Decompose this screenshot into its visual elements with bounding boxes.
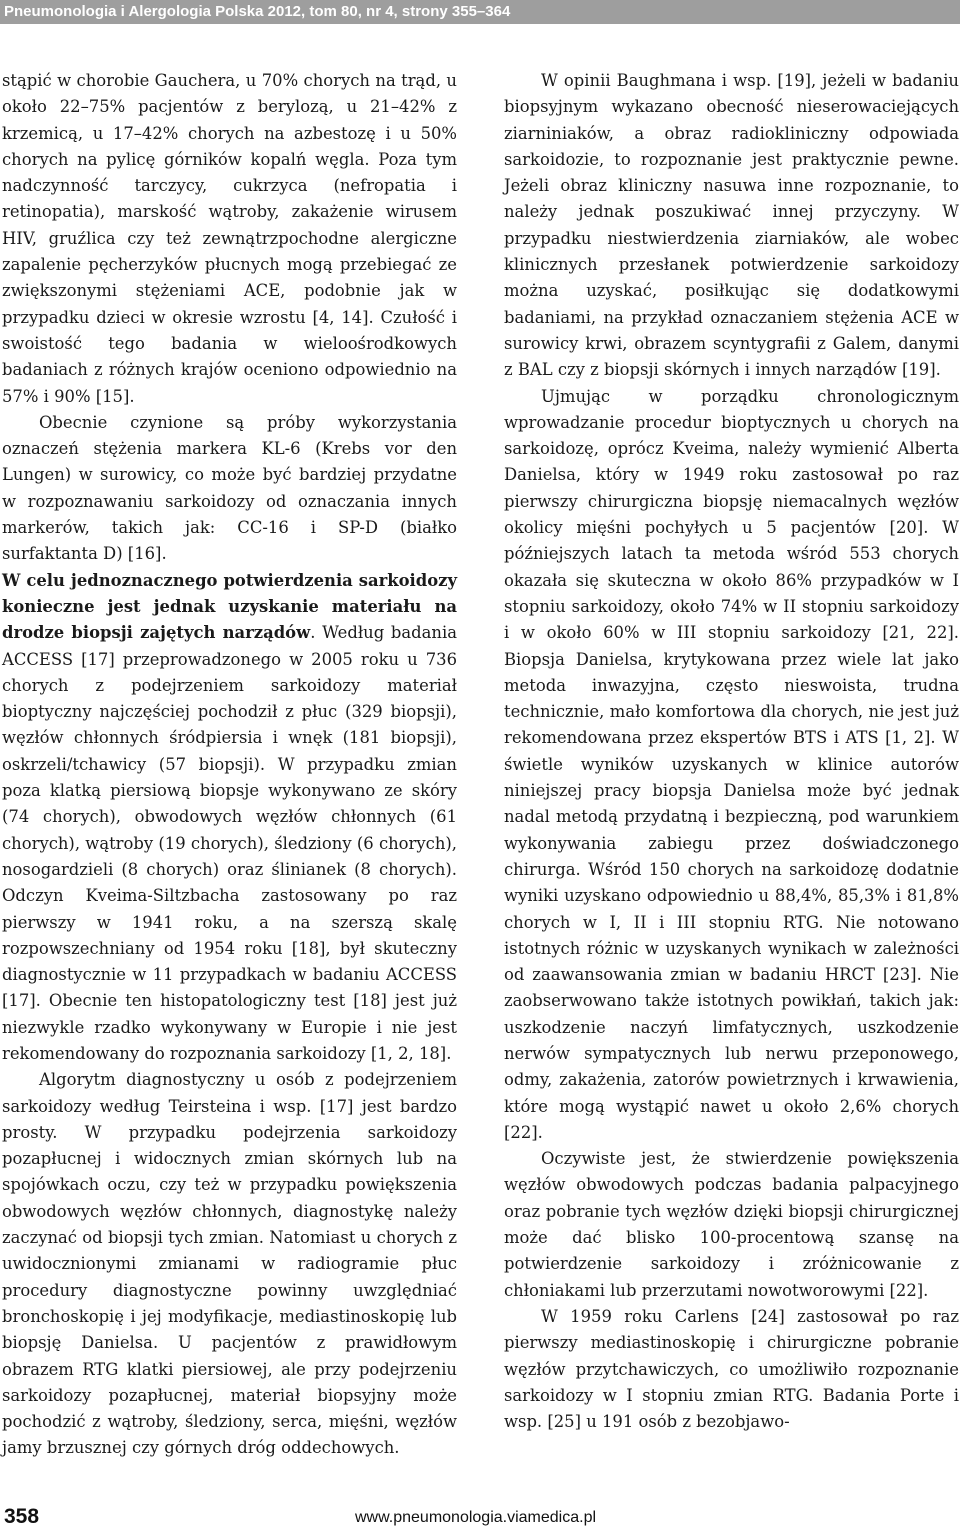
left-paragraph-2: Obecnie czynione są próby wykorzystania oznaczeń stężenia markera KL-6 (Krebs vor den Lungen) w surowicy, co może być bardziej przydatne w rozpoznawaniu sarkoidozy od oznaczania innych markerów, takich jak: CC-16 i SP-D (białko surfaktanta D) [16].	[2, 412, 457, 564]
left-paragraph-3	[2, 568, 457, 1068]
right-column	[504, 68, 959, 1435]
left-paragraph-3-bold: W celu jednoznacznego potwierdzenia sarkoidozy konieczne jest jednak uzyskanie materiału na drodze biopsji zajętych narządów	[2, 570, 457, 643]
page-number: 358	[4, 1505, 40, 1528]
running-header-bar	[0, 0, 960, 24]
right-paragraph-1: W opinii Baughmana i wsp. [19], jeżeli w badaniu biopsyjnym wykazano obecność nieserowaciejących ziarniniaków, a obraz radiokliniczny odpowiada sarkoidozie, to rozpoznanie jest praktycznie pewne. Jeżeli obraz kliniczny nasuwa inne rozpoznanie, to należy jednak poszukiwać innej przyczyny. W przypadku niestwierdzenia ziarniaków, ale wobec klinicznych przesłanek potwierdzenie sarkoidozy można uzyskać, posiłkując się dodatkowymi badaniami, na przykład oznaczaniem stężenia ACE w surowicy krwi, obrazem scyntygrafii z Galem, danymi z BAL czy z biopsji skórnych i innych narządów [19].	[504, 71, 959, 380]
left-paragraph-3-rest: . Według badania ACCESS [17] przeprowadzonego w 2005 roku u 736 chorych z podejrzeniem sarkoidozy materiał bioptyczny najczęściej pochodził z płuc (329 biopsji), węzłów chłonnych śródpiersia i wnęk (181 biopsji), oskrzeli/tchawicy (57 biopsji). W przypadku zmian poza klatką piersiową biopsje wykonywano ze skóry (74 chorych), obwodowych węzłów chłonnych (61 chorych), wątroby (19 chorych), śledziony (6 chorych), nosogardzieli (8 chorych) oraz ślinianek (8 chorych). Odczyn Kveima-Siltzbacha zastosowany po raz pierwszy w 1941 roku, a na szerszą skalę rozpowszechniany od 1954 roku [18], był skuteczny diagnostycznie w 11 przypadkach w badaniu ACCESS [17]. Obecnie ten histopatologiczny test [18] jest już niezwykle rzadko wykonywany w Europie i nie jest rekomendowany do rozpoznania sarkoidozy [1, 2, 18].	[2, 623, 457, 1063]
right-paragraph-2: Ujmując w porządku chronologicznym wprowadzanie procedur bioptycznych u chorych na sarkoidozę, oprócz Kveima, należy wymienić Alberta Danielsa, który w 1949 roku zastosował po raz pierwszy chirurgiczna biopsję niemacalnych węzłów okolicy mięśni pochyłych u 5 pacjentów [20]. W późniejszych latach ta metoda wśród 553 chorych okazała się skuteczna w około 86% przypadków w I stopniu sarkoidozy, około 74% w II stopniu sarkoidozy i w około 60% w III stopniu sarkoidozy [21, 22]. Biopsja Danielsa, krytykowana przez wiele lat jako metoda inwazyjna, często nieswoista, trudna technicznie, mało komfortowa dla chorych, nie jest już rekomendowana przez ekspertów BTS i ATS [1, 2]. W świetle wyników uzyskanych w klinice autorów niniejszej pracy biopsja Danielsa może być jednak nadal metodą przydatną i bezpieczną, pod warunkiem wykonywania zabiegu przez doświadczonego chirurga. Wśród 150 chorych na sarkoidozę dodatnie wyniki uzyskano odpowiednio u 88,4%, 85,3% i 81,8% chorych w I, II i III stopniu RTG. Nie notowano istotnych różnic w uzyskanych wynikach w zależności od zaawansowania zmian w badaniu HRCT [23]. Nie zaobserwowano także istotnych powikłań, takich jak: uszkodzenie naczyń limfatycznych, uszkodzenie nerwów sympatycznych lub nerwu przeponowego, odmy, zakażenia, zatorów powietrznych i krwawienia, które mogą wystąpić nawet u około 2,6% chorych [22].	[504, 386, 959, 1142]
right-paragraph-3: Oczywiste jest, że stwierdzenie powiększenia węzłów obwodowych podczas badania palpacyjnego oraz pobranie tych węzłów dzięki biopsji chirurgicznej może dać blisko 100-procentową szansę na potwierdzenie sarkoidozy i zróżnicowanie z chłoniakami lub przerzutami nowotworowymi [22].	[504, 1149, 959, 1300]
running-header-title: Pneumonologia i Alergologia Polska 2012, tom 80, nr 4, strony 355–364	[4, 3, 511, 20]
footer-url: www.pneumonologia.viamedica.pl	[355, 1509, 597, 1526]
left-column	[2, 68, 457, 1462]
right-paragraph-4: W 1959 roku Carlens [24] zastosował po raz pierwszy mediastinoskopię i chirurgiczne pobranie węzłów przytchawiczych, co umożliwiło rozpoznanie sarkoidozy w I stopniu zmian RTG. Badania Porte i wsp. [25] u 191 osób z bezobjawo-	[504, 1306, 959, 1432]
left-paragraph-4: Algorytm diagnostyczny u osób z podejrzeniem sarkoidozy według Teirsteina i wsp. [17] jest bardzo prosty. W przypadku podejrzenia sarkoidozy pozapłucnej i widocznych zmian skórnych lub na spojówkach oczu, czy też w przypadku powiększenia obwodowych węzłów chłonnych, diagnostykę należy zaczynać od biopsji tych zmian. Natomiast u chorych z uwidocznionymi zmianami w radiogramie płuc procedury diagnostyczne powinny uwzględniać bronchoskopię i jej modyfikacje, mediastinoskopię lub biopsję Danielsa. U pacjentów z prawidłowym obrazem RTG klatki piersiowej, ale przy podejrzeniu sarkoidozy pozapłucnej, materiał biopsyjny może pochodzić z wątroby, śledziony, serca, mięśni, węzłów jamy brzusznej czy górnych dróg oddechowych.	[2, 1070, 457, 1458]
left-paragraph-1: stąpić w chorobie Gauchera, u 70% chorych na trąd, u około 22–75% pacjentów z berylozą, u 21–42% z krzemicą, u 17–42% chorych na azbestozę i u 50% chorych na pylicę górników kopalń węgla. Poza tym nadczynność tarczycy, cukrzyca (nefropatia i retinopatia), marskość wątroby, zakażenie wirusem HIV, gruźlica czy też zewnątrzpochodne alergiczne zapalenie pęcherzyków płucnych mogą przebiegać ze zwiększonymi stężeniami ACE, podobnie jak w przypadku dzieci w okresie wzrostu [4, 14]. Czułość i swoistość tego badania w wieloośrodkowych badaniach z różnych krajów oceniono odpowiednio na 57% i 90% [15].	[2, 71, 457, 406]
